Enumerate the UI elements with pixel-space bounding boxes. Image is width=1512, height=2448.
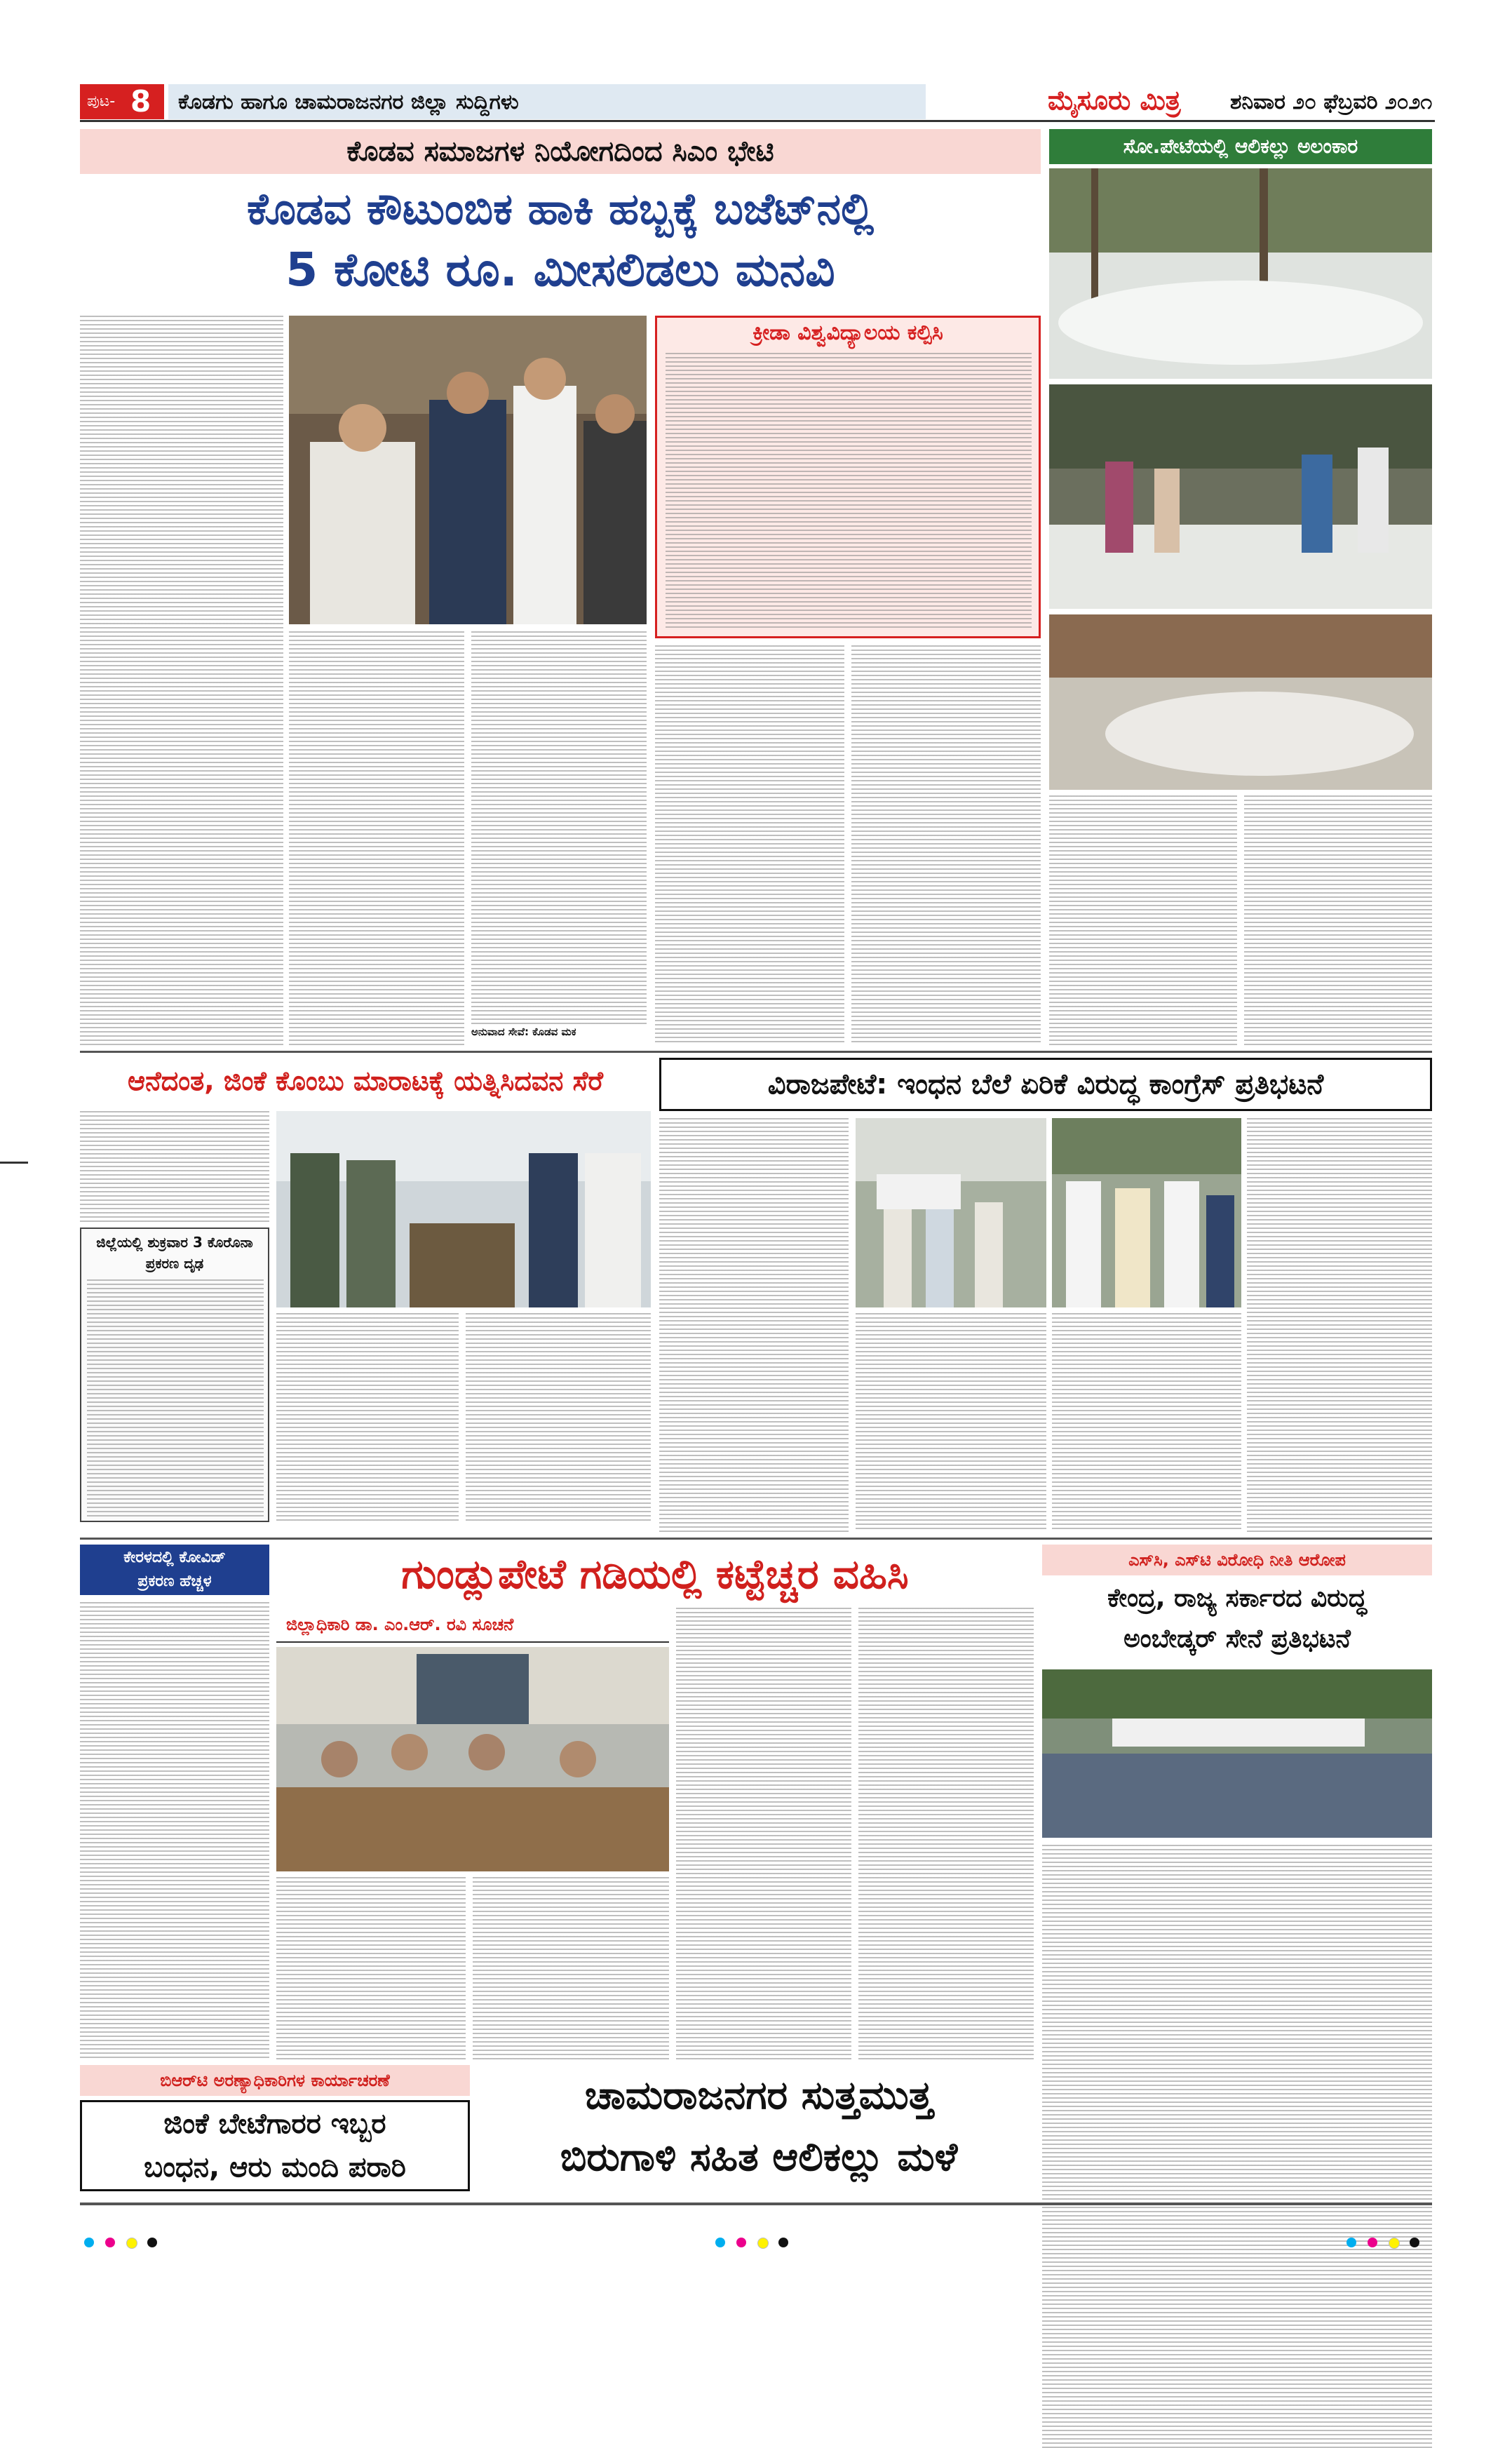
deer-arrest-headline-box — [80, 1058, 651, 1104]
registration-dot — [778, 2238, 788, 2247]
hail-kodagu-text-1 — [1049, 795, 1237, 1045]
deer-arrest-text-3 — [466, 1313, 651, 1524]
margin-tick — [0, 1162, 28, 1164]
lead-column-1 — [80, 316, 283, 1045]
kerala-tag-line1: ಕೇರಳದಲ್ಲಿ ಕೋವಿಡ್ — [123, 1549, 226, 1566]
kerala-covid-tag — [80, 1545, 269, 1595]
poachers-headline-line2: ಬಂಧನ, ಆರು ಮಂದಿ ಪರಾರಿ — [144, 2151, 406, 2184]
page-label-box — [80, 84, 164, 119]
virajpet-text-2 — [856, 1313, 1046, 1532]
gundlupet-text-5 — [858, 1608, 1034, 2059]
hail-kodagu-text-2 — [1244, 795, 1432, 1045]
registration-dot — [757, 2238, 769, 2249]
gundlupet-text-3 — [473, 1877, 669, 2059]
dc-caption: ಜಿಲ್ಲಾಧಿಕಾರಿ ಡಾ. ಎಂ.ಆರ್. ರವಿ ಸೂಚನೆ — [286, 1615, 514, 1634]
gundlupet-headline: ಗುಂಡ್ಲುಪೇಟೆ ಗಡಿಯಲ್ಲಿ ಕಟ್ಟೆಚ್ಚರ ವಹಿಸಿ — [401, 1550, 909, 1598]
registration-dot — [736, 2238, 746, 2247]
registration-dot — [1346, 2238, 1356, 2247]
virajpet-protest-photo-2 — [1052, 1118, 1241, 1307]
scst-protest-photo — [1042, 1669, 1432, 1838]
sports-university-text — [666, 353, 1032, 631]
page-label: ಪುಟ- — [87, 93, 116, 110]
lead-column-2 — [289, 631, 464, 1045]
lead-column-3 — [471, 631, 647, 1024]
registration-dot — [1368, 2238, 1377, 2247]
poachers-headline-box — [80, 2100, 470, 2191]
section-title: ಕೊಡಗು ಹಾಗೂ ಚಾಮರಾಜನಗರ ಜಿಲ್ಲಾ ಸುದ್ದಿಗಳು — [178, 90, 519, 114]
virajpet-headline: ವಿರಾಜಪೇಟೆ: ಇಂಧನ ಬೆಲೆ ಏರಿಕೆ ವಿರುದ್ಧ ಕಾಂಗ್ರೆಸ್ ಪ್ರತಿಭಟನೆ — [767, 1068, 1324, 1101]
registration-dot — [147, 2238, 157, 2247]
hail-kodagu-title: ಸೋ.ಪೇಟೆಯಲ್ಲಿ ಆಲಿಕಲ್ಲು ಅಲಂಕಾರ — [1123, 135, 1358, 158]
virajpet-protest-photo-1 — [856, 1118, 1046, 1307]
dc-caption-box — [276, 1608, 669, 1643]
deer-arrest-headline: ಆನೆದಂತ, ಜಿಂಕೆ ಕೊಂಬು ಮಾರಾಟಕ್ಕೆ ಯತ್ನಿಸಿದವನ ಸೆರೆ — [128, 1065, 603, 1096]
virajpet-headline-box — [659, 1058, 1432, 1111]
registration-dot — [715, 2238, 725, 2247]
poachers-headline-line1: ಜಿಂಕೆ ಬೇಟೆಗಾರರ ಇಬ್ಬರ — [163, 2108, 386, 2140]
registration-dot — [84, 2238, 94, 2247]
hail-photo-2 — [1049, 384, 1432, 609]
registration-dot — [1410, 2238, 1419, 2247]
rain-headline-line2: ಬಿರುಗಾಳಿ ಸಹಿತ ಆಲಿಕಲ್ಲು ಮಳೆ — [560, 2134, 958, 2180]
masthead — [80, 81, 1435, 122]
registration-dot — [126, 2238, 137, 2249]
hail-photo-3 — [1049, 614, 1432, 790]
divider-2 — [80, 1538, 1432, 1540]
hail-kodagu-banner — [1049, 129, 1432, 164]
virajpet-text-3 — [1052, 1313, 1241, 1532]
paper-name: ಮೈಸೂರು ಮಿತ್ರ — [1048, 84, 1181, 116]
lead-headline-line1: ಕೊಡವ ಕೌಟುಂಬಿಕ ಹಾಕಿ ಹಬ್ಬಕ್ಕೆ ಬಜೆಟ್‌ನಲ್ಲಿ — [246, 183, 875, 234]
dc-meeting-photo — [276, 1647, 669, 1871]
lead-headline — [80, 180, 1041, 306]
virajpet-text-1 — [659, 1118, 849, 1532]
deer-arrest-text-1 — [80, 1111, 269, 1223]
page-bottom-note — [80, 2202, 1432, 2205]
lead-byline-note: ಅನುವಾದ ಸೇವೆ: ಕೊಡವ ಮಕ — [471, 1025, 576, 1038]
lead-column-4 — [655, 645, 844, 1045]
kerala-tag-line2: ಪ್ರಕರಣ ಹೆಚ್ಚಳ — [137, 1573, 212, 1590]
poachers-kicker: ಬಿಆರ್‌ಟಿ ಅರಣ್ಯಾಧಿಕಾರಿಗಳ ಕಾರ್ಯಾಚರಣೆ — [160, 2071, 390, 2090]
lead-column-5 — [851, 645, 1041, 1045]
deer-arrest-text-2 — [276, 1313, 459, 1524]
issue-date: ಶನಿವಾರ ೨೦ ಫೆಬ್ರವರಿ ೨೦೨೧ — [1230, 90, 1433, 114]
rain-headline-line1: ಚಾಮರಾಜನಗರ ಸುತ್ತಮುತ್ತ — [584, 2073, 933, 2118]
rain-headline — [484, 2065, 1034, 2191]
scst-headline — [1042, 1578, 1432, 1662]
lead-headline-line2: 5 ಕೋಟಿ ರೂ. ಮೀಸಲಿಡಲು ಮನವಿ — [285, 243, 835, 297]
scst-kicker: ಎಸ್‌ಸಿ, ಎಸ್‌ಟಿ ವಿರೋಧಿ ನೀತಿ ಆರೋಪ — [1128, 1550, 1346, 1570]
virajpet-text-4 — [1247, 1118, 1432, 1532]
cm-meeting-photo — [289, 316, 647, 624]
sports-university-box — [655, 316, 1041, 638]
gundlupet-text-1 — [80, 1602, 269, 2058]
scst-headline-line2: ಅಂಬೇಡ್ಕರ್ ಸೇನೆ ಪ್ರತಿಭಟನೆ — [1123, 1625, 1351, 1653]
poachers-kicker-bar — [80, 2065, 470, 2096]
seized-items-photo — [276, 1111, 651, 1307]
scst-text — [1042, 1845, 1432, 2448]
section-title-bar — [168, 84, 926, 119]
scst-headline-line1: ಕೇಂದ್ರ, ರಾಜ್ಯ ಸರ್ಕಾರದ ವಿರುದ್ಧ — [1107, 1584, 1367, 1613]
covid-box-title: ಜಿಲ್ಲೆಯಲ್ಲಿ ಶುಕ್ರವಾರ 3 ಕೊರೊನಾ ಪ್ರಕರಣ ದೃಢ — [96, 1234, 253, 1272]
lead-kicker-bar — [80, 129, 1041, 174]
page-number: 8 — [130, 84, 151, 119]
divider-1 — [80, 1051, 1432, 1053]
gundlupet-text-4 — [676, 1608, 851, 2059]
lead-kicker: ಕೊಡವ ಸಮಾಜಗಳ ನಿಯೋಗದಿಂದ ಸಿಎಂ ಭೇಟಿ — [346, 135, 774, 168]
scst-kicker-bar — [1042, 1545, 1432, 1575]
covid-box-text — [87, 1279, 264, 1518]
registration-dot — [105, 2238, 115, 2247]
hail-photo-1 — [1049, 168, 1432, 379]
gundlupet-headline-box — [276, 1545, 1034, 1603]
sports-university-title: ಕ್ರೀಡಾ ವಿಶ್ವವಿದ್ಯಾಲಯ ಕಲ್ಪಿಸಿ — [752, 321, 943, 345]
covid-box — [80, 1228, 269, 1522]
registration-dot — [1389, 2238, 1400, 2249]
gundlupet-text-2 — [276, 1877, 466, 2059]
